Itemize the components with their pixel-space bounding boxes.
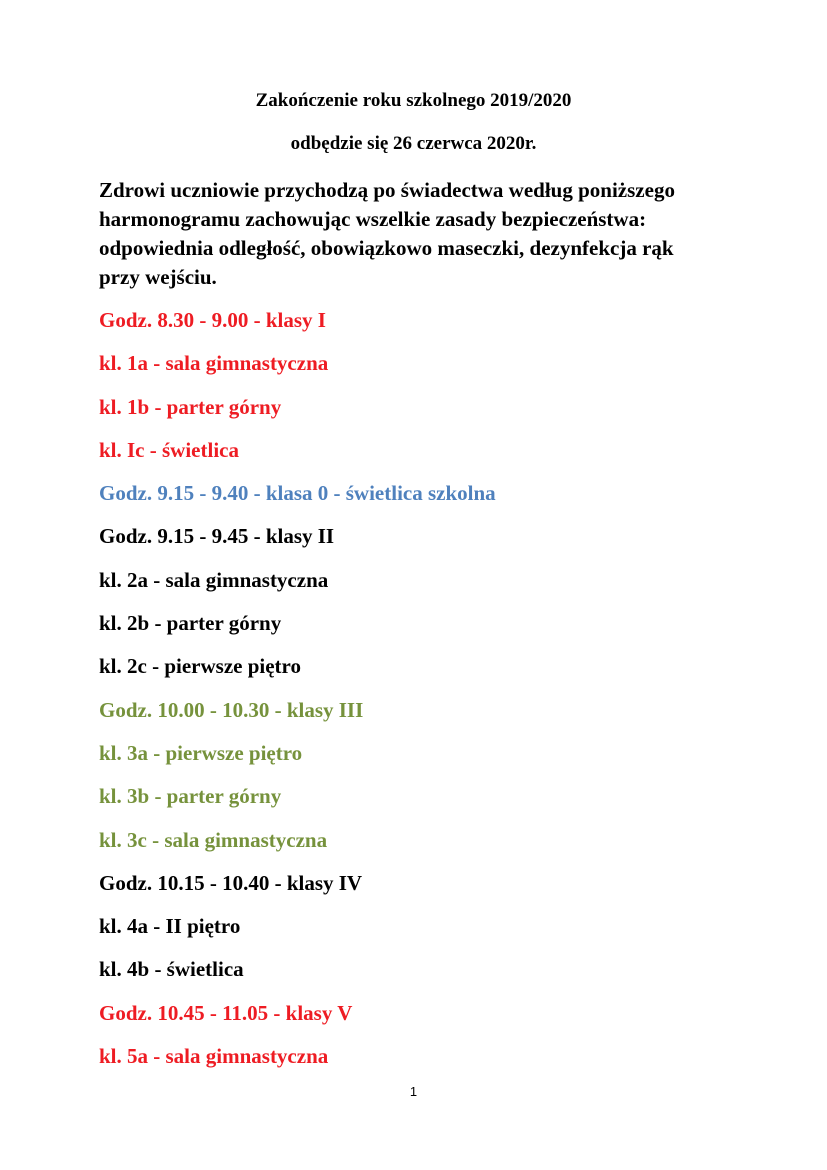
schedule-room-3c: kl. 3c - sala gimnastyczna — [99, 827, 328, 852]
intro-line: harmonogramu zachowując wszelkie zasady bezpieczeństwa: — [99, 207, 647, 231]
schedule-list — [99, 306, 496, 1085]
document-subtitle-date: odbędzie się 26 czerwca 2020r. — [290, 133, 537, 154]
schedule-time-slot-grade-0: Godz. 9.15 - 9.40 - klasa 0 - świetlica szkolna — [99, 481, 496, 506]
schedule-room-1b: kl. 1b - parter górny — [99, 394, 282, 419]
schedule-room-4a: kl. 4a - II piętro — [99, 914, 241, 939]
document-title: Zakończenie roku szkolnego 2019/2020 — [255, 90, 572, 111]
schedule-room-2a: kl. 2a - sala gimnastyczna — [99, 567, 329, 592]
schedule-room-3b: kl. 3b - parter górny — [99, 784, 282, 809]
schedule-time-slot-grade-4: Godz. 10.15 - 10.40 - klasy IV — [99, 870, 363, 895]
schedule-time-slot-grade-1: Godz. 8.30 - 9.00 - klasy I — [99, 308, 326, 332]
schedule-room-2b: kl. 2b - parter górny — [99, 611, 282, 636]
schedule-room-1c: kl. Ic - świetlica — [99, 437, 239, 462]
schedule-time-slot-grade-2: Godz. 9.15 - 9.45 - klasy II — [99, 524, 335, 549]
intro-paragraph — [99, 176, 739, 292]
intro-line: odpowiednia odległość, obowiązkowo maseczki, dezynfekcja rąk — [99, 236, 674, 260]
intro-line: przy wejściu. — [99, 265, 217, 289]
schedule-time-slot-grade-5: Godz. 10.45 - 11.05 - klasy V — [99, 1000, 353, 1025]
schedule-room-2c: kl. 2c - pierwsze piętro — [99, 654, 301, 679]
schedule-room-4b: kl. 4b - świetlica — [99, 957, 244, 982]
page-number: 1 — [409, 1084, 418, 1099]
schedule-room-5a: kl. 5a - sala gimnastyczna — [99, 1044, 329, 1069]
schedule-time-slot-grade-3: Godz. 10.00 - 10.30 - klasy III — [99, 697, 364, 722]
schedule-room-3a: kl. 3a - pierwsze piętro — [99, 740, 303, 765]
schedule-room-1a: kl. 1a - sala gimnastyczna — [99, 351, 329, 376]
intro-line: Zdrowi uczniowie przychodzą po świadectwa według poniższego — [99, 178, 675, 202]
